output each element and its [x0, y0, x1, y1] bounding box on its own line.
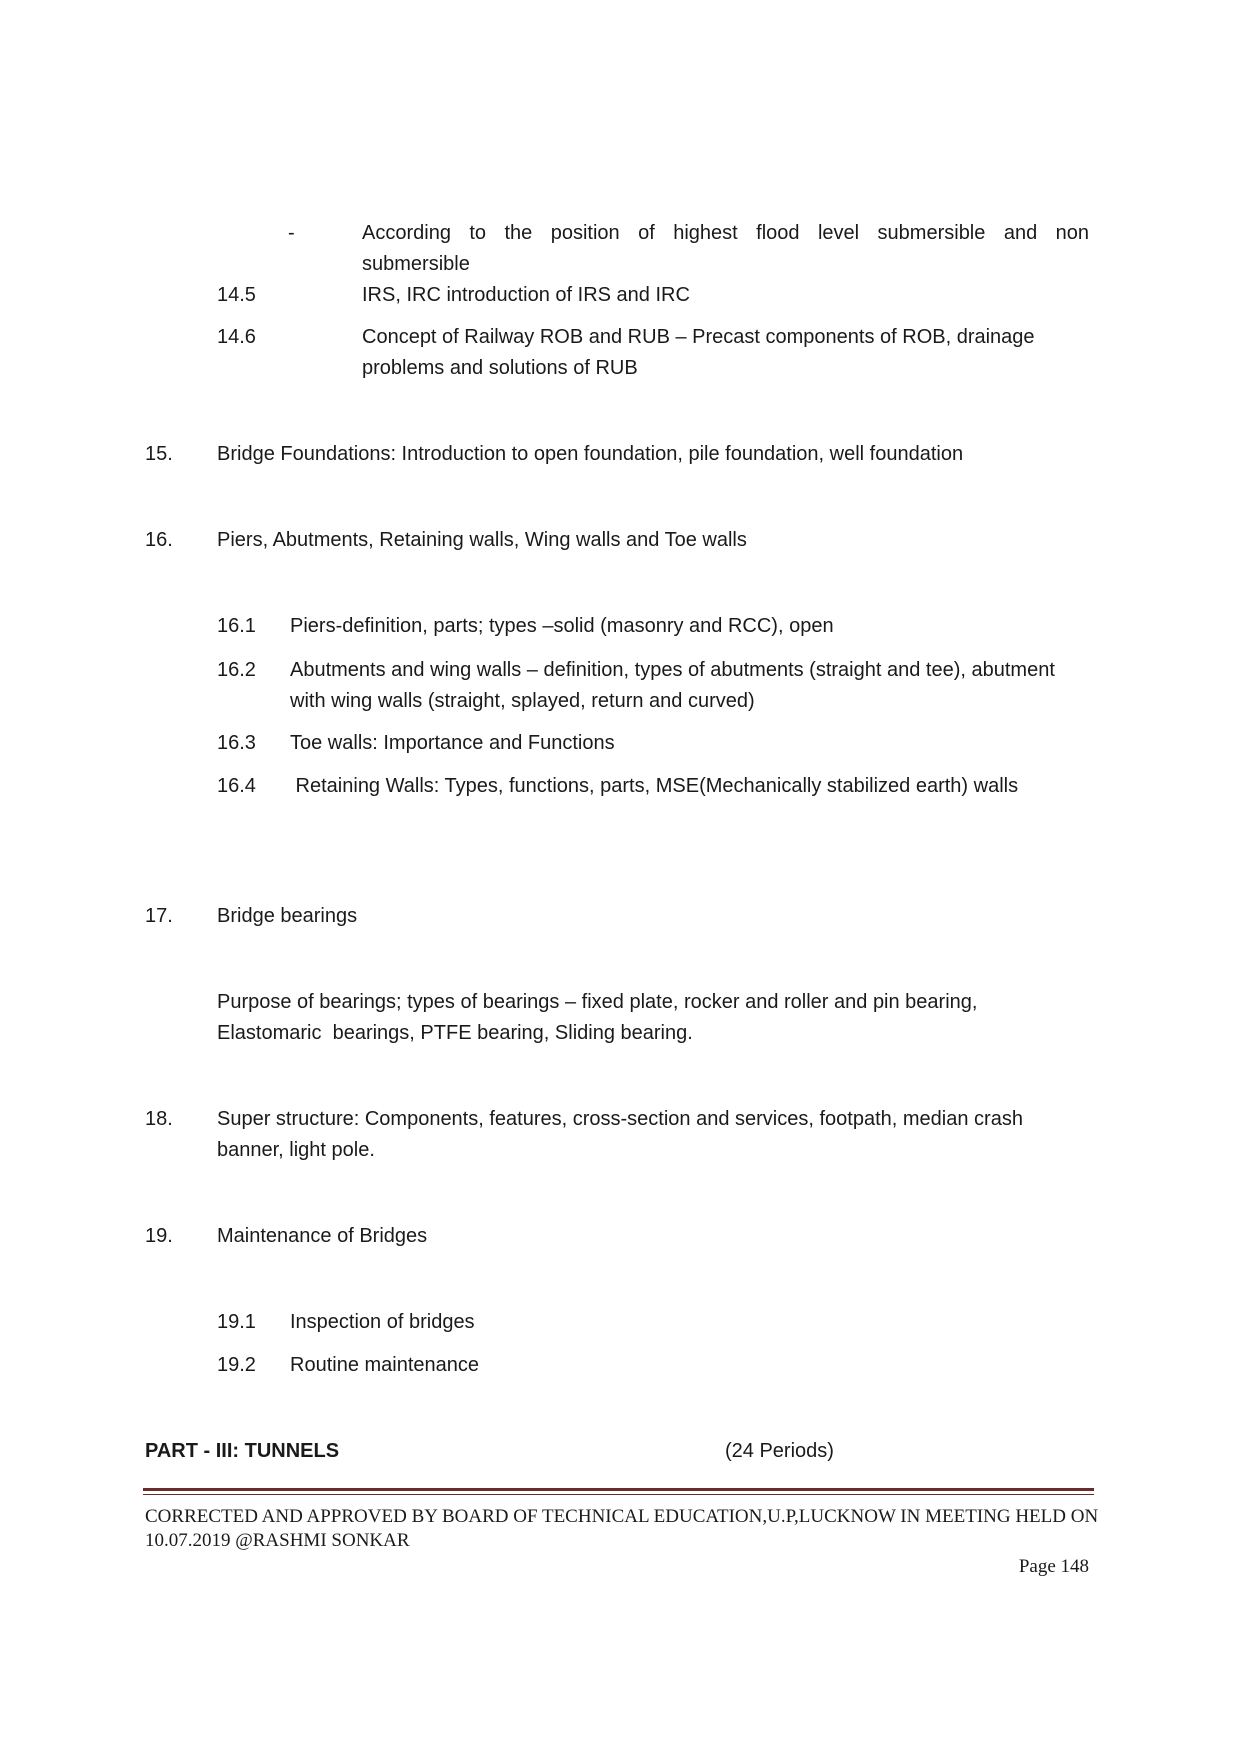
item-number-16-1: 16.1 [217, 615, 256, 637]
page-number: Page 148 [1018, 1556, 1089, 1577]
item-text-16-4: Retaining Walls: Types, functions, parts, MSE(Mechanically stabilized earth) walls [290, 775, 1019, 797]
paragraph-17-line2: Elastomaric bearings, PTFE bearing, Sliding bearing. [217, 1022, 693, 1044]
part-heading: PART - III: TUNNELS [145, 1440, 340, 1462]
section-heading-17: Bridge bearings [217, 905, 358, 927]
section-heading-16: Piers, Abutments, Retaining walls, Wing walls and Toe walls [217, 529, 747, 551]
section-number-19: 19. [145, 1225, 173, 1247]
dash-item-line1: According to the position of highest flood level submersible and non [362, 222, 1089, 244]
item-number-14-6: 14.6 [217, 326, 256, 348]
footer-approval-line1: CORRECTED AND APPROVED BY BOARD OF TECHNICAL EDUCATION,U.P,LUCKNOW IN MEETING HELD ON [145, 1506, 1099, 1527]
item-number-14-5: 14.5 [217, 284, 256, 306]
footer-rule-thin [143, 1494, 1094, 1495]
item-number-16-2: 16.2 [217, 659, 256, 681]
footer-rule-thick [143, 1488, 1094, 1491]
section-number-15: 15. [145, 443, 173, 465]
part-periods: (24 Periods) [725, 1440, 834, 1462]
footer-approval-line2: 10.07.2019 @RASHMI SONKAR [145, 1530, 410, 1551]
section-heading-18-line1: Super structure: Components, features, cross-section and services, footpath, median crash [217, 1108, 1023, 1130]
item-text-16-3: Toe walls: Importance and Functions [290, 732, 615, 754]
section-heading-18-line2: banner, light pole. [217, 1139, 375, 1161]
item-number-19-2: 19.2 [217, 1354, 256, 1376]
item-text-16-2-line1: Abutments and wing walls – definition, types of abutments (straight and tee), abutment [290, 659, 1055, 681]
item-text-14-6-line2: problems and solutions of RUB [362, 357, 638, 379]
item-number-16-4: 16.4 [217, 775, 256, 797]
dash-item-line2: submersible [362, 253, 470, 275]
item-text-19-2: Routine maintenance [290, 1354, 480, 1376]
item-text-16-1: Piers-definition, parts; types –solid (masonry and RCC), open [290, 615, 834, 637]
section-number-18: 18. [145, 1108, 173, 1130]
item-text-16-2-line2: with wing walls (straight, splayed, return and curved) [290, 690, 755, 712]
item-text-14-6-line1: Concept of Railway ROB and RUB – Precast components of ROB, drainage [362, 326, 1035, 348]
list-dash: - [288, 222, 295, 244]
section-heading-19: Maintenance of Bridges [217, 1225, 428, 1247]
section-heading-15: Bridge Foundations: Introduction to open foundation, pile foundation, well foundation [217, 443, 964, 465]
item-number-19-1: 19.1 [217, 1311, 256, 1333]
section-number-17: 17. [145, 905, 173, 927]
paragraph-17-line1: Purpose of bearings; types of bearings – fixed plate, rocker and roller and pin bearing, [217, 991, 978, 1013]
item-text-14-5: IRS, IRC introduction of IRS and IRC [362, 284, 690, 306]
section-number-16: 16. [145, 529, 173, 551]
item-number-16-3: 16.3 [217, 732, 256, 754]
item-text-19-1: Inspection of bridges [290, 1311, 475, 1333]
